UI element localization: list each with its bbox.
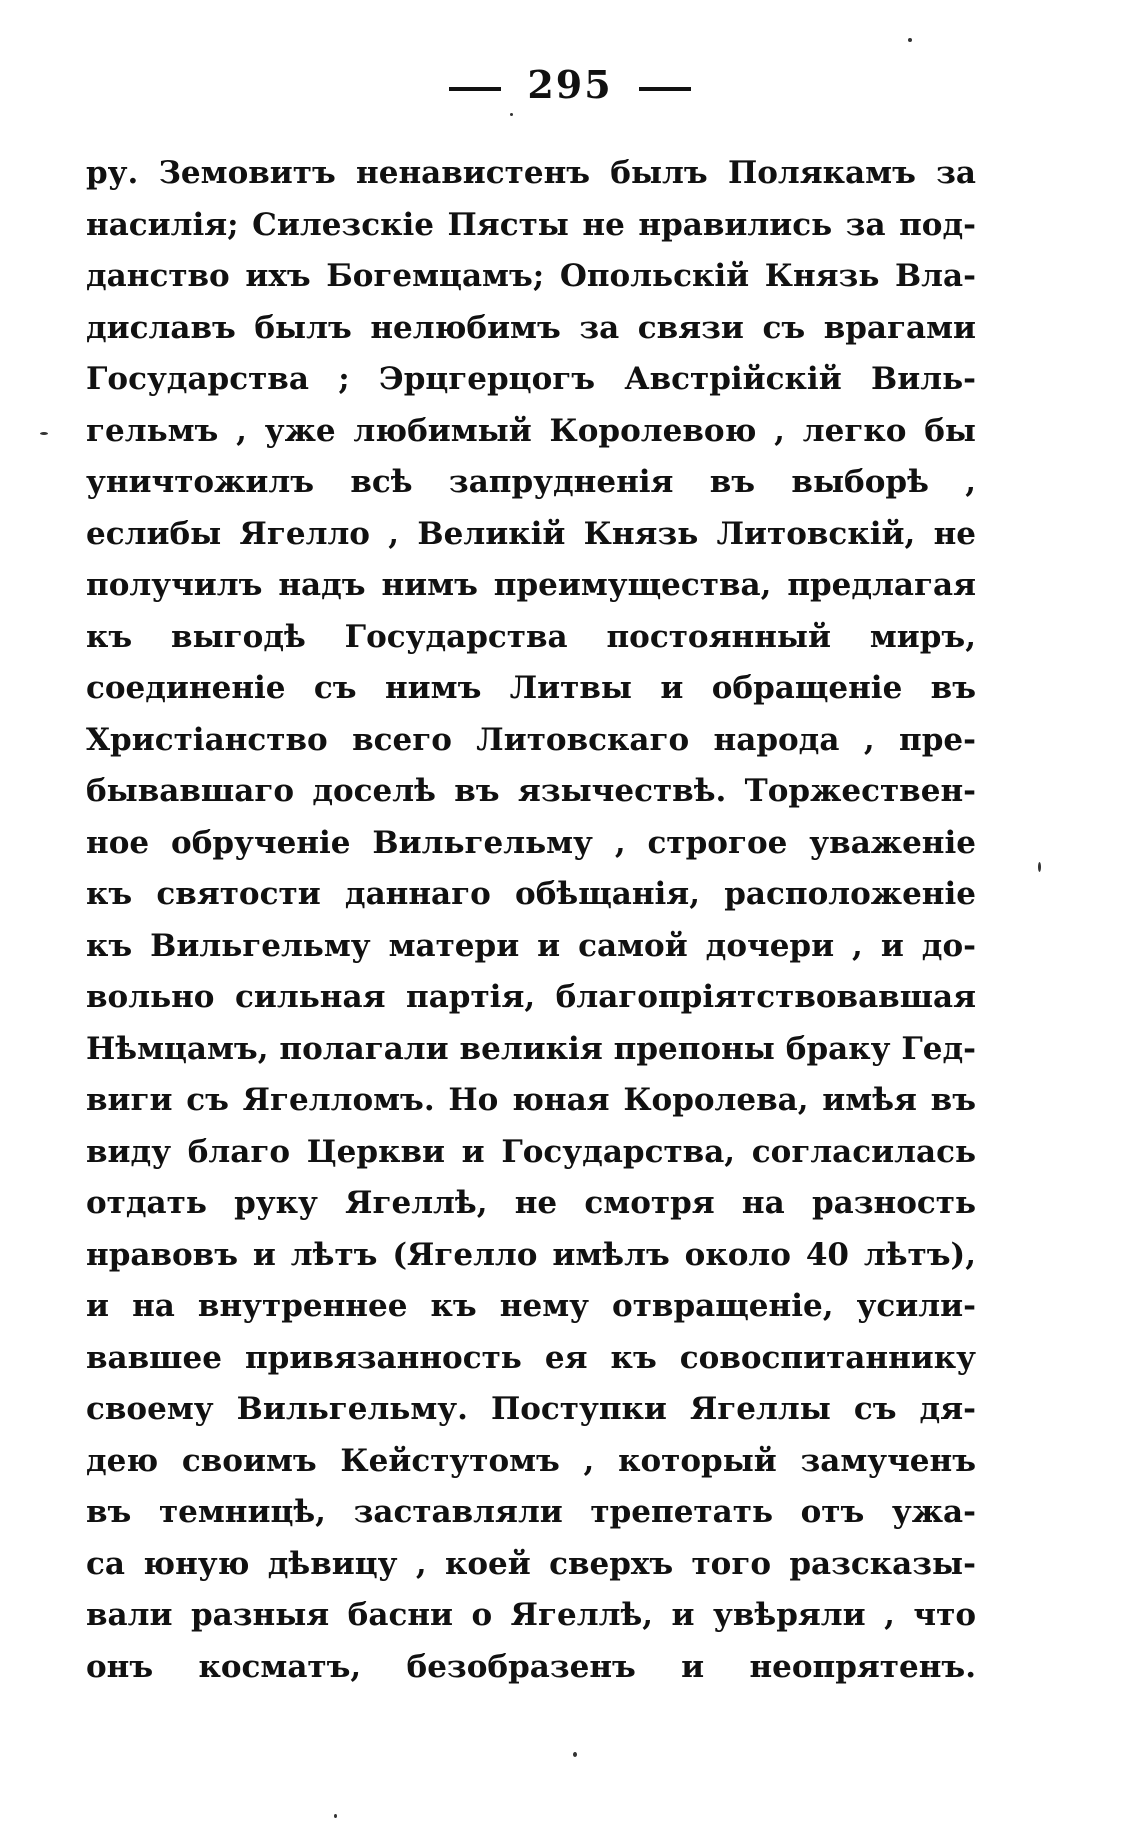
text-line: виги съ Ягелломъ. Но юная Королева, имѣя въ (86, 1082, 976, 1118)
text-line: уничтожилъ всѣ запрудненія въ выборѣ , (86, 464, 976, 500)
text-line: гельмъ , уже любимый Королевою , легко бы (86, 412, 976, 449)
text-line: са юную дѣвицу , коей сверхъ того разсказы- (86, 1545, 976, 1582)
text-line: Христіанство всего Литовскаго народа , пре- (86, 721, 976, 758)
print-speck (1038, 862, 1041, 872)
print-speck (40, 432, 48, 435)
text-line: вольно сильная партія, благопріятствовавшая (86, 979, 976, 1015)
text-line: бывавшаго доселѣ въ язычествѣ. Торжествен- (86, 773, 976, 809)
text-line: Нѣмцамъ, полагали великія препоны браку Гед- (86, 1030, 976, 1067)
text-line: и на внутреннее къ нему отвращеніе, усили- (86, 1288, 976, 1324)
text-line: диславъ былъ нелюбимъ за связи съ врагами (86, 309, 976, 346)
text-line: вавшее привязанность ея къ совоспитаннику (86, 1339, 976, 1376)
text-line: онъ косматъ, безобразенъ и неопрятенъ. (86, 1648, 976, 1685)
text-line: насилія; Силезскіе Пясты не нравились за под- (86, 206, 976, 243)
text-line: къ выгодѣ Государства постоянный миръ, (86, 618, 976, 655)
print-speck (573, 1752, 577, 1757)
text-line: въ темницѣ, заставляли трепетать отъ ужа- (86, 1494, 976, 1530)
text-line: данство ихъ Богемцамъ; Опольскій Князь Вла- (86, 258, 976, 294)
text-line: своему Вильгельму. Поступки Ягеллы съ дя- (86, 1391, 976, 1427)
header-dash-right (639, 87, 691, 91)
text-line: получилъ надъ нимъ преимущества, предлагая (86, 567, 976, 603)
text-line: соединеніе съ нимъ Литвы и обращеніе въ (86, 670, 976, 706)
text-line: дею своимъ Кейстутомъ , который замученъ (86, 1442, 976, 1479)
page-header (0, 62, 1140, 107)
page-number: 295 (527, 62, 613, 107)
text-line: отдать руку Ягеллѣ, не смотря на разность (86, 1185, 976, 1221)
text-line: виду благо Церкви и Государства, согласилась (86, 1133, 976, 1170)
text-line: Государства ; Эрцгерцогъ Австрійскій Виль- (86, 361, 976, 397)
text-line: нравовъ и лѣтъ (Ягелло имѣлъ около 40 лѣтъ), (86, 1236, 976, 1273)
body-text (86, 148, 976, 1693)
text-line: къ Вильгельму матери и самой дочери , и до- (86, 927, 976, 964)
text-line: къ святости даннаго обѣщанія, расположеніе (86, 876, 976, 912)
text-line: ру. Земовитъ ненавистенъ былъ Полякамъ за (86, 155, 976, 191)
text-line: еслибы Ягелло , Великій Князь Литовскій, не (86, 515, 976, 552)
header-dash-left (449, 87, 501, 91)
text-line: ное обрученіе Вильгельму , строгое уваженіе (86, 824, 976, 861)
print-speck (908, 38, 912, 42)
print-speck (334, 1814, 337, 1818)
text-line: вали разныя басни о Ягеллѣ, и увѣряли , что (86, 1597, 976, 1633)
print-speck (510, 113, 513, 116)
